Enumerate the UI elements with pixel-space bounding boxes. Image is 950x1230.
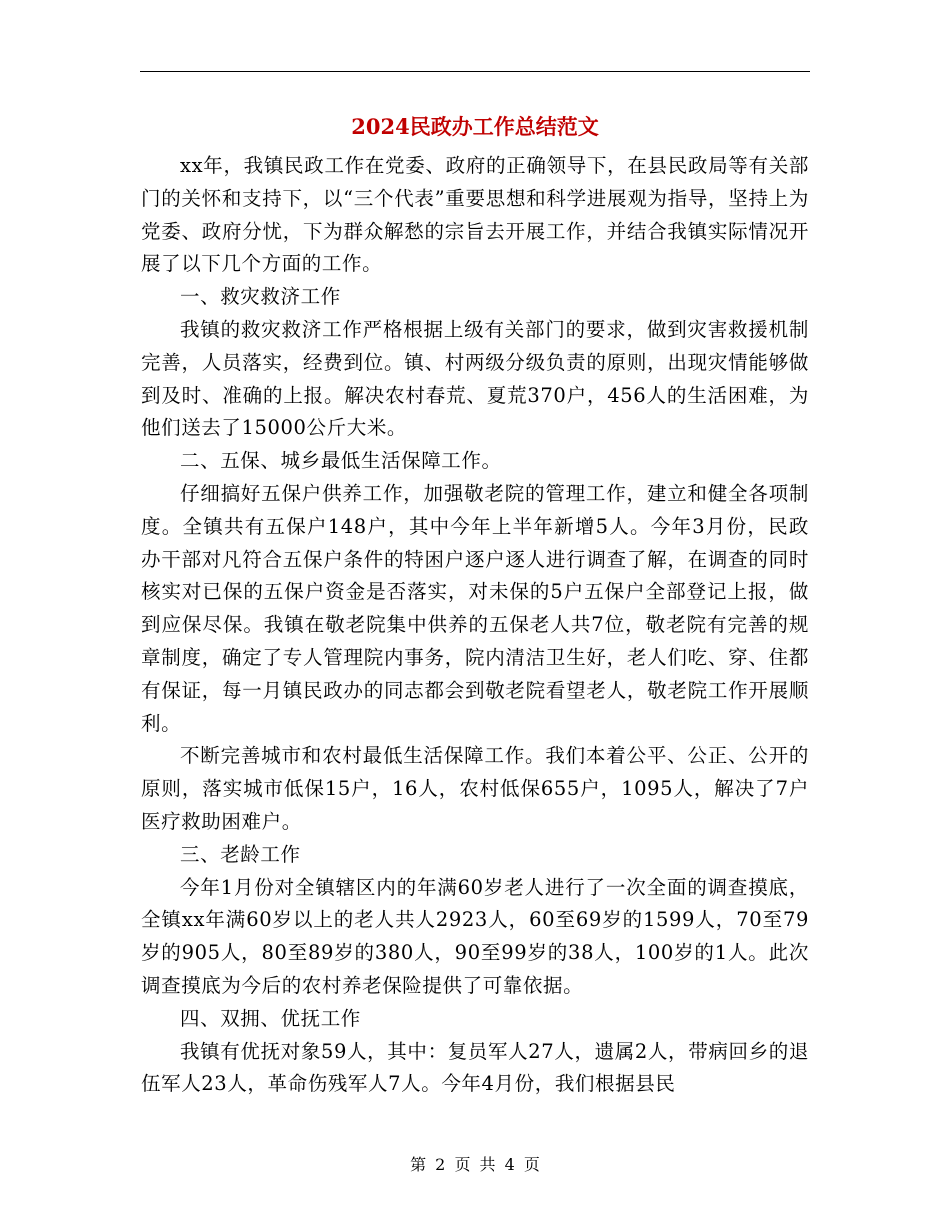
page-number: 第 2 页 共 4 页 [410,1155,540,1174]
intro-paragraph: xx年，我镇民政工作在党委、政府的正确领导下，在县民政局等有关部门的关怀和支持下，以“三个代表”重要思想和科学进展观为指导，坚持上为党委、政府分忧，下为群众解愁的宗旨去开展工作，并结合我镇实际情况开展了以下几个方面的工作。 [141,154,809,276]
document-body [141,150,809,1101]
five-guarantee-paragraph: 仔细搞好五保户供养工作，加强敬老院的管理工作，建立和健全各项制度。全镇共有五保户148户，其中今年上半年新增5人。今年3月份，民政办干部对凡符合五保户条件的特困户逐户逐人进行调查了解，在调查的同时核实对已保的五保户资金是否落实，对未保的5户五保户全部登记上报，做到应保尽保。我镇在敬老院集中供养的五保老人共7位，敬老院有完善的规章制度，确定了专人管理院内事务，院内清洁卫生好，老人们吃、穿、住都有保证，每一月镇民政办的同志都会到敬老院看望老人，敬老院工作开展顺利。 [141,481,809,735]
header-rule [140,71,810,72]
elderly-work-paragraph: 今年1月份对全镇辖区内的年满60岁老人进行了一次全面的调查摸底，全镇xx年满60岁以上的老人共人2923人，60至69岁的1599人，70至79岁的905人，80至89岁的380人，90至99岁的38人，100岁的1人。此次调查摸底为今后的农村养老保险提供了可靠依据。 [141,875,809,997]
section-heading-minimum-living-security: 二、五保、城乡最低生活保障工作。 [180,449,502,473]
document-title: 2024民政办工作总结范文 [351,114,599,139]
military-support-paragraph: 我镇有优抚对象59人，其中：复员军人27人，遗属2人，带病回乡的退伍军人23人，革命伤残军人7人。今年4月份，我们根据县民 [141,1039,809,1096]
section-heading-military-support: 四、双拥、优抚工作 [180,1006,361,1030]
section-heading-elderly-work: 三、老龄工作 [180,842,301,866]
section-heading-disaster-relief: 一、救灾救济工作 [180,285,341,309]
minimum-living-paragraph: 不断完善城市和农村最低生活保障工作。我们本着公平、公正、公开的原则，落实城市低保15户，16人，农村低保655户，1095人，解决了7户医疗救助困难户。 [141,744,809,833]
disaster-relief-paragraph: 我镇的救灾救济工作严格根据上级有关部门的要求，做到灾害救援机制完善，人员落实，经费到位。镇、村两级分级负责的原则，出现灾情能够做到及时、准确的上报。解决农村春荒、夏荒370户，456人的生活困难，为他们送去了15000公斤大米。 [141,317,809,440]
